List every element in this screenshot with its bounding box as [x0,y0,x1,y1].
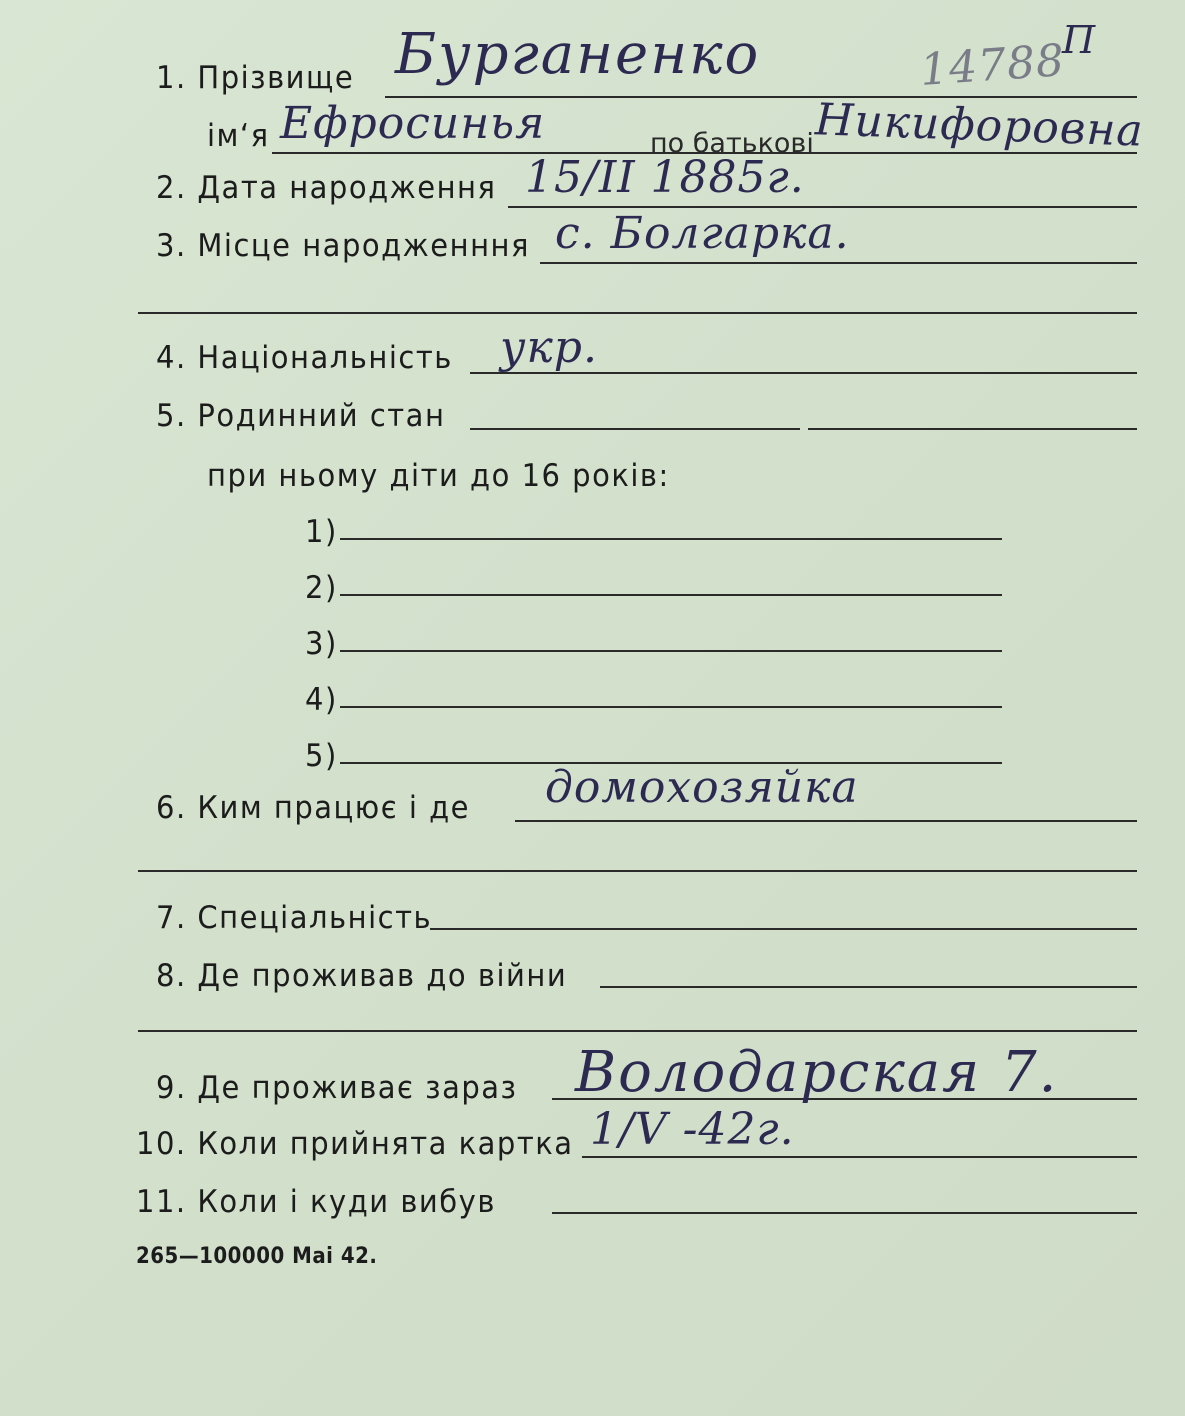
value-current-residence: Володарская 7. [575,1040,1059,1105]
line-child [340,706,1002,708]
line-birth-place [540,262,1137,264]
value-name: Ефросинья [280,98,546,149]
line-prewar-residence [600,986,1137,988]
value-work: домохозяйка [545,762,859,813]
line-work [515,820,1137,822]
child-number: 2) [305,568,338,606]
line-specialty [430,928,1137,930]
value-patronymic: Никифоровна [814,94,1145,157]
stamp-number: 14788 [918,35,1067,96]
label-current-residence: 9. Де проживає зараз [156,1068,518,1106]
child-number: 4) [305,680,338,718]
child-number: 3) [305,624,338,662]
label-surname: 1. Прізвище [156,58,355,96]
label-prewar-residence: 8. Де проживав до війни [156,956,568,994]
value-surname: Бурганенко [395,22,761,87]
label-birth-date: 2. Дата народження [156,168,497,206]
label-children: при ньому діти до 16 років: [207,456,670,494]
label-nationality: 4. Національність [156,338,453,376]
label-departure: 11. Коли і куди вибув [136,1182,496,1220]
line-birth-place-extra [138,312,1137,314]
label-patronymic: по батькові [650,128,814,159]
line-work-extra [138,870,1137,872]
line-child [340,594,1002,596]
child-number: 5) [305,736,338,774]
line-child [340,538,1002,540]
line-family-status-a [470,428,800,430]
print-mark: 265—100000 Mai 42. [136,1244,378,1269]
value-birth-place: с. Болгарка. [555,208,850,259]
label-work: 6. Ким працює і де [156,788,471,826]
line-child [340,650,1002,652]
label-birth-place: 3. Місце народженння [156,226,530,264]
label-name: ім‘я [207,116,270,154]
value-card-accepted: 1/V -42г. [590,1104,795,1155]
label-family-status: 5. Родинний стан [156,396,446,434]
value-mark: П [1062,18,1096,62]
line-card-accepted [582,1156,1137,1158]
value-nationality: укр. [500,322,598,373]
line-departure [552,1212,1137,1214]
value-birth-date: 15/II 1885г. [525,152,805,203]
line-prewar-residence-extra [138,1030,1137,1032]
line-family-status-b [808,428,1137,430]
label-card-accepted: 10. Коли прийнята картка [136,1124,574,1162]
child-number: 1) [305,512,338,550]
label-specialty: 7. Спеціальність [156,898,433,936]
